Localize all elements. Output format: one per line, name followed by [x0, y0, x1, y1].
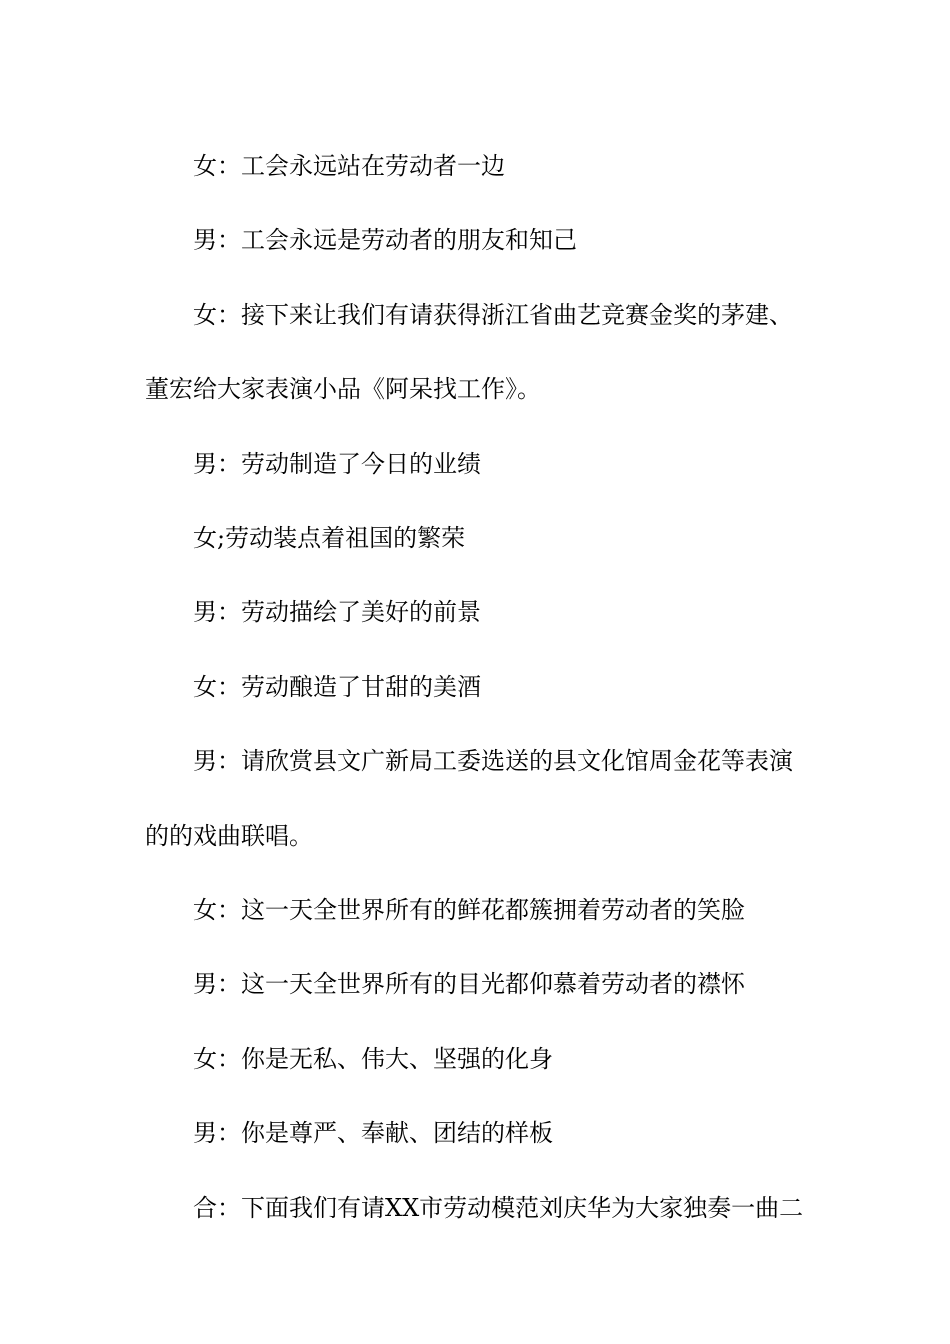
dialogue-line-13: 合：下面我们有请XX市劳动模范刘庆华为大家独奏一曲二	[193, 1193, 804, 1222]
dialogue-line-11: 女：你是无私、伟大、坚强的化身	[193, 1044, 553, 1073]
dialogue-line-5: 女;劳动装点着祖国的繁荣	[193, 524, 466, 553]
dialogue-line-12: 男：你是尊严、奉献、团结的样板	[193, 1119, 553, 1148]
dialogue-line-7: 女：劳动酿造了甘甜的美酒	[193, 672, 481, 701]
dialogue-line-3: 女：接下来让我们有请获得浙江省曲艺竞赛金奖的茅建、	[193, 300, 793, 329]
dialogue-line-6: 男：劳动描绘了美好的前景	[193, 598, 481, 627]
dialogue-line-8: 男：请欣赏县文广新局工委选送的县文化馆周金花等表演	[193, 747, 793, 776]
dialogue-line-10: 男：这一天全世界所有的目光都仰慕着劳动者的襟怀	[193, 970, 745, 999]
dialogue-line-4: 男：劳动制造了今日的业绩	[193, 449, 481, 478]
dialogue-line-9: 女：这一天全世界所有的鲜花都簇拥着劳动者的笑脸	[193, 896, 745, 925]
dialogue-line-1: 女：工会永远站在劳动者一边	[193, 152, 505, 180]
dialogue-line-2: 男：工会永远是劳动者的朋友和知己	[193, 226, 577, 255]
dialogue-line-3-continued: 董宏给大家表演小品《阿呆找工作》。	[145, 375, 541, 404]
document-body	[145, 129, 810, 1245]
dialogue-line-8-continued: 的的戏曲联唱。	[145, 821, 313, 850]
